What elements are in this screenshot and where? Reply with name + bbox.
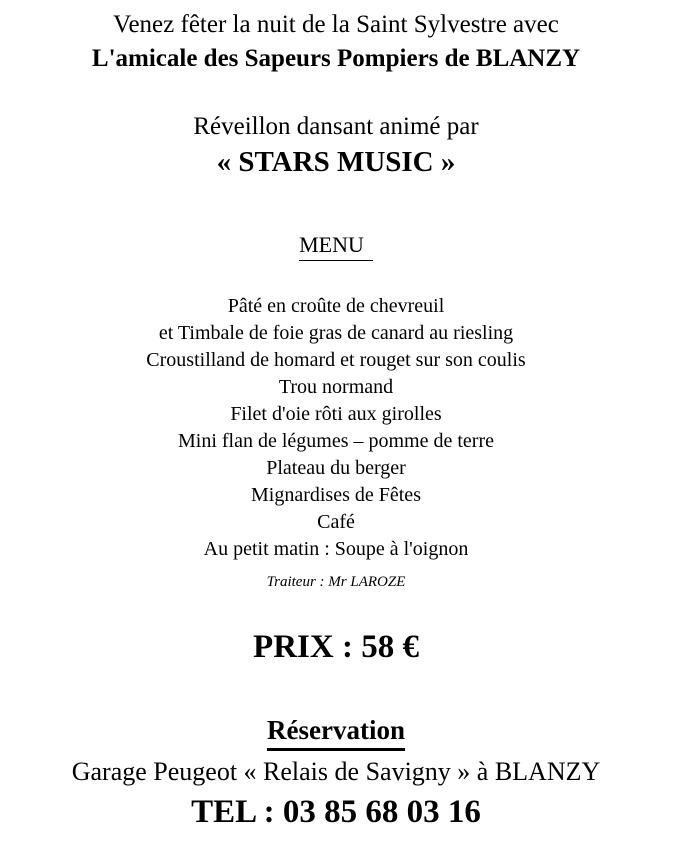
menu-item: Mini flan de légumes – pomme de terre	[177, 430, 494, 452]
menu-item: Trou normand	[278, 376, 394, 398]
reservation-block	[0, 712, 672, 834]
menu-item: Mignardises de Fêtes	[251, 484, 421, 506]
menu-item: Pâté en croûte de chevreuil	[227, 295, 445, 317]
reservation-title-row	[0, 712, 672, 753]
reservation-location: Garage Peugeot « Relais de Savigny » à BLANZY	[71, 757, 601, 786]
menu-title: MENU	[299, 230, 373, 261]
header-organizer-line: L'amicale des Sapeurs Pompiers de BLANZY	[91, 45, 581, 72]
event-band-name: « STARS MUSIC »	[216, 146, 456, 178]
event-description: Réveillon dansant animé par	[193, 113, 479, 140]
menu-title-row	[0, 230, 672, 263]
reservation-title: Réservation	[267, 712, 405, 751]
header-invitation-line: Venez fêter la nuit de la Saint Sylvestre avec	[113, 11, 559, 38]
menu-item: et Timbale de foie gras de canard au riesling	[158, 322, 514, 344]
event-block	[0, 110, 672, 180]
menu-item: Au petit matin : Soupe à l'oignon	[203, 538, 469, 560]
menu-item: Filet d'oie rôti aux girolles	[230, 403, 442, 425]
menu-item: Croustilland de homard et rouget sur son coulis	[146, 349, 526, 371]
caterer-line: Traiteur : Mr LAROZE	[266, 574, 406, 590]
menu-item: Café	[317, 511, 355, 533]
reservation-phone: TEL : 03 85 68 03 16	[191, 794, 481, 830]
menu-item: Plateau du berger	[266, 457, 406, 479]
menu-list	[0, 293, 672, 563]
price-line: PRIX : 58 €	[253, 629, 419, 665]
